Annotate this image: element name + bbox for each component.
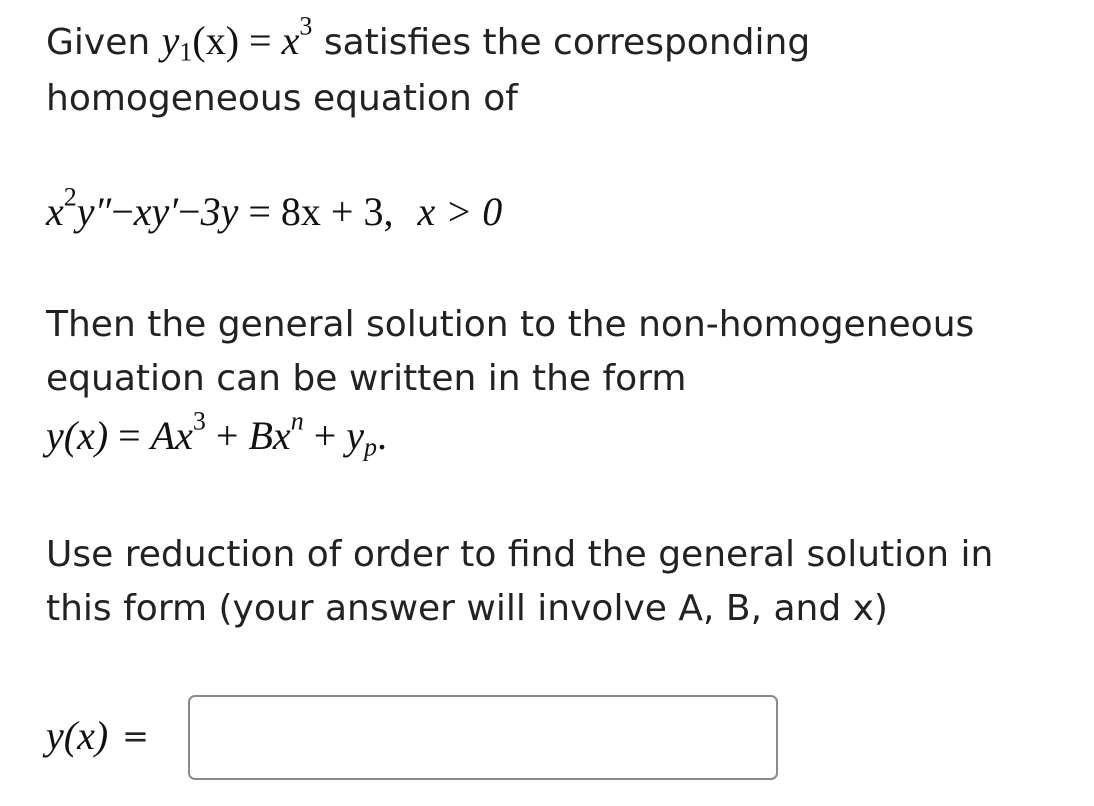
intro-given: Given (46, 22, 151, 63)
instruction-line-1: Use reduction of order to find the general solution in (46, 534, 994, 575)
answer-input[interactable] (188, 695, 778, 780)
intro-line-1 (46, 11, 811, 70)
solution-form-equation: $y(x) = Ax^3 + Bx^n + y_p$. (46, 406, 388, 462)
intro-satisfies: satisfies the corresponding (323, 22, 811, 63)
y1-definition: $y_1(x) = x^3$ (161, 11, 313, 67)
main-equation: $x^2y''-xy'-3y = 8x + 3$, x > 0 (46, 182, 503, 234)
then-line-2: equation can be written in the form (46, 358, 687, 399)
intro-line-2: homogeneous equation of (46, 78, 518, 119)
answer-lhs: y(x) (46, 713, 109, 758)
instruction-line-2: this form (your answer will involve A, B, and x) (46, 588, 888, 629)
answer-label (46, 712, 149, 759)
then-line-1: Then the general solution to the non-homogeneous (46, 304, 975, 345)
answer-equals: = (122, 716, 149, 755)
